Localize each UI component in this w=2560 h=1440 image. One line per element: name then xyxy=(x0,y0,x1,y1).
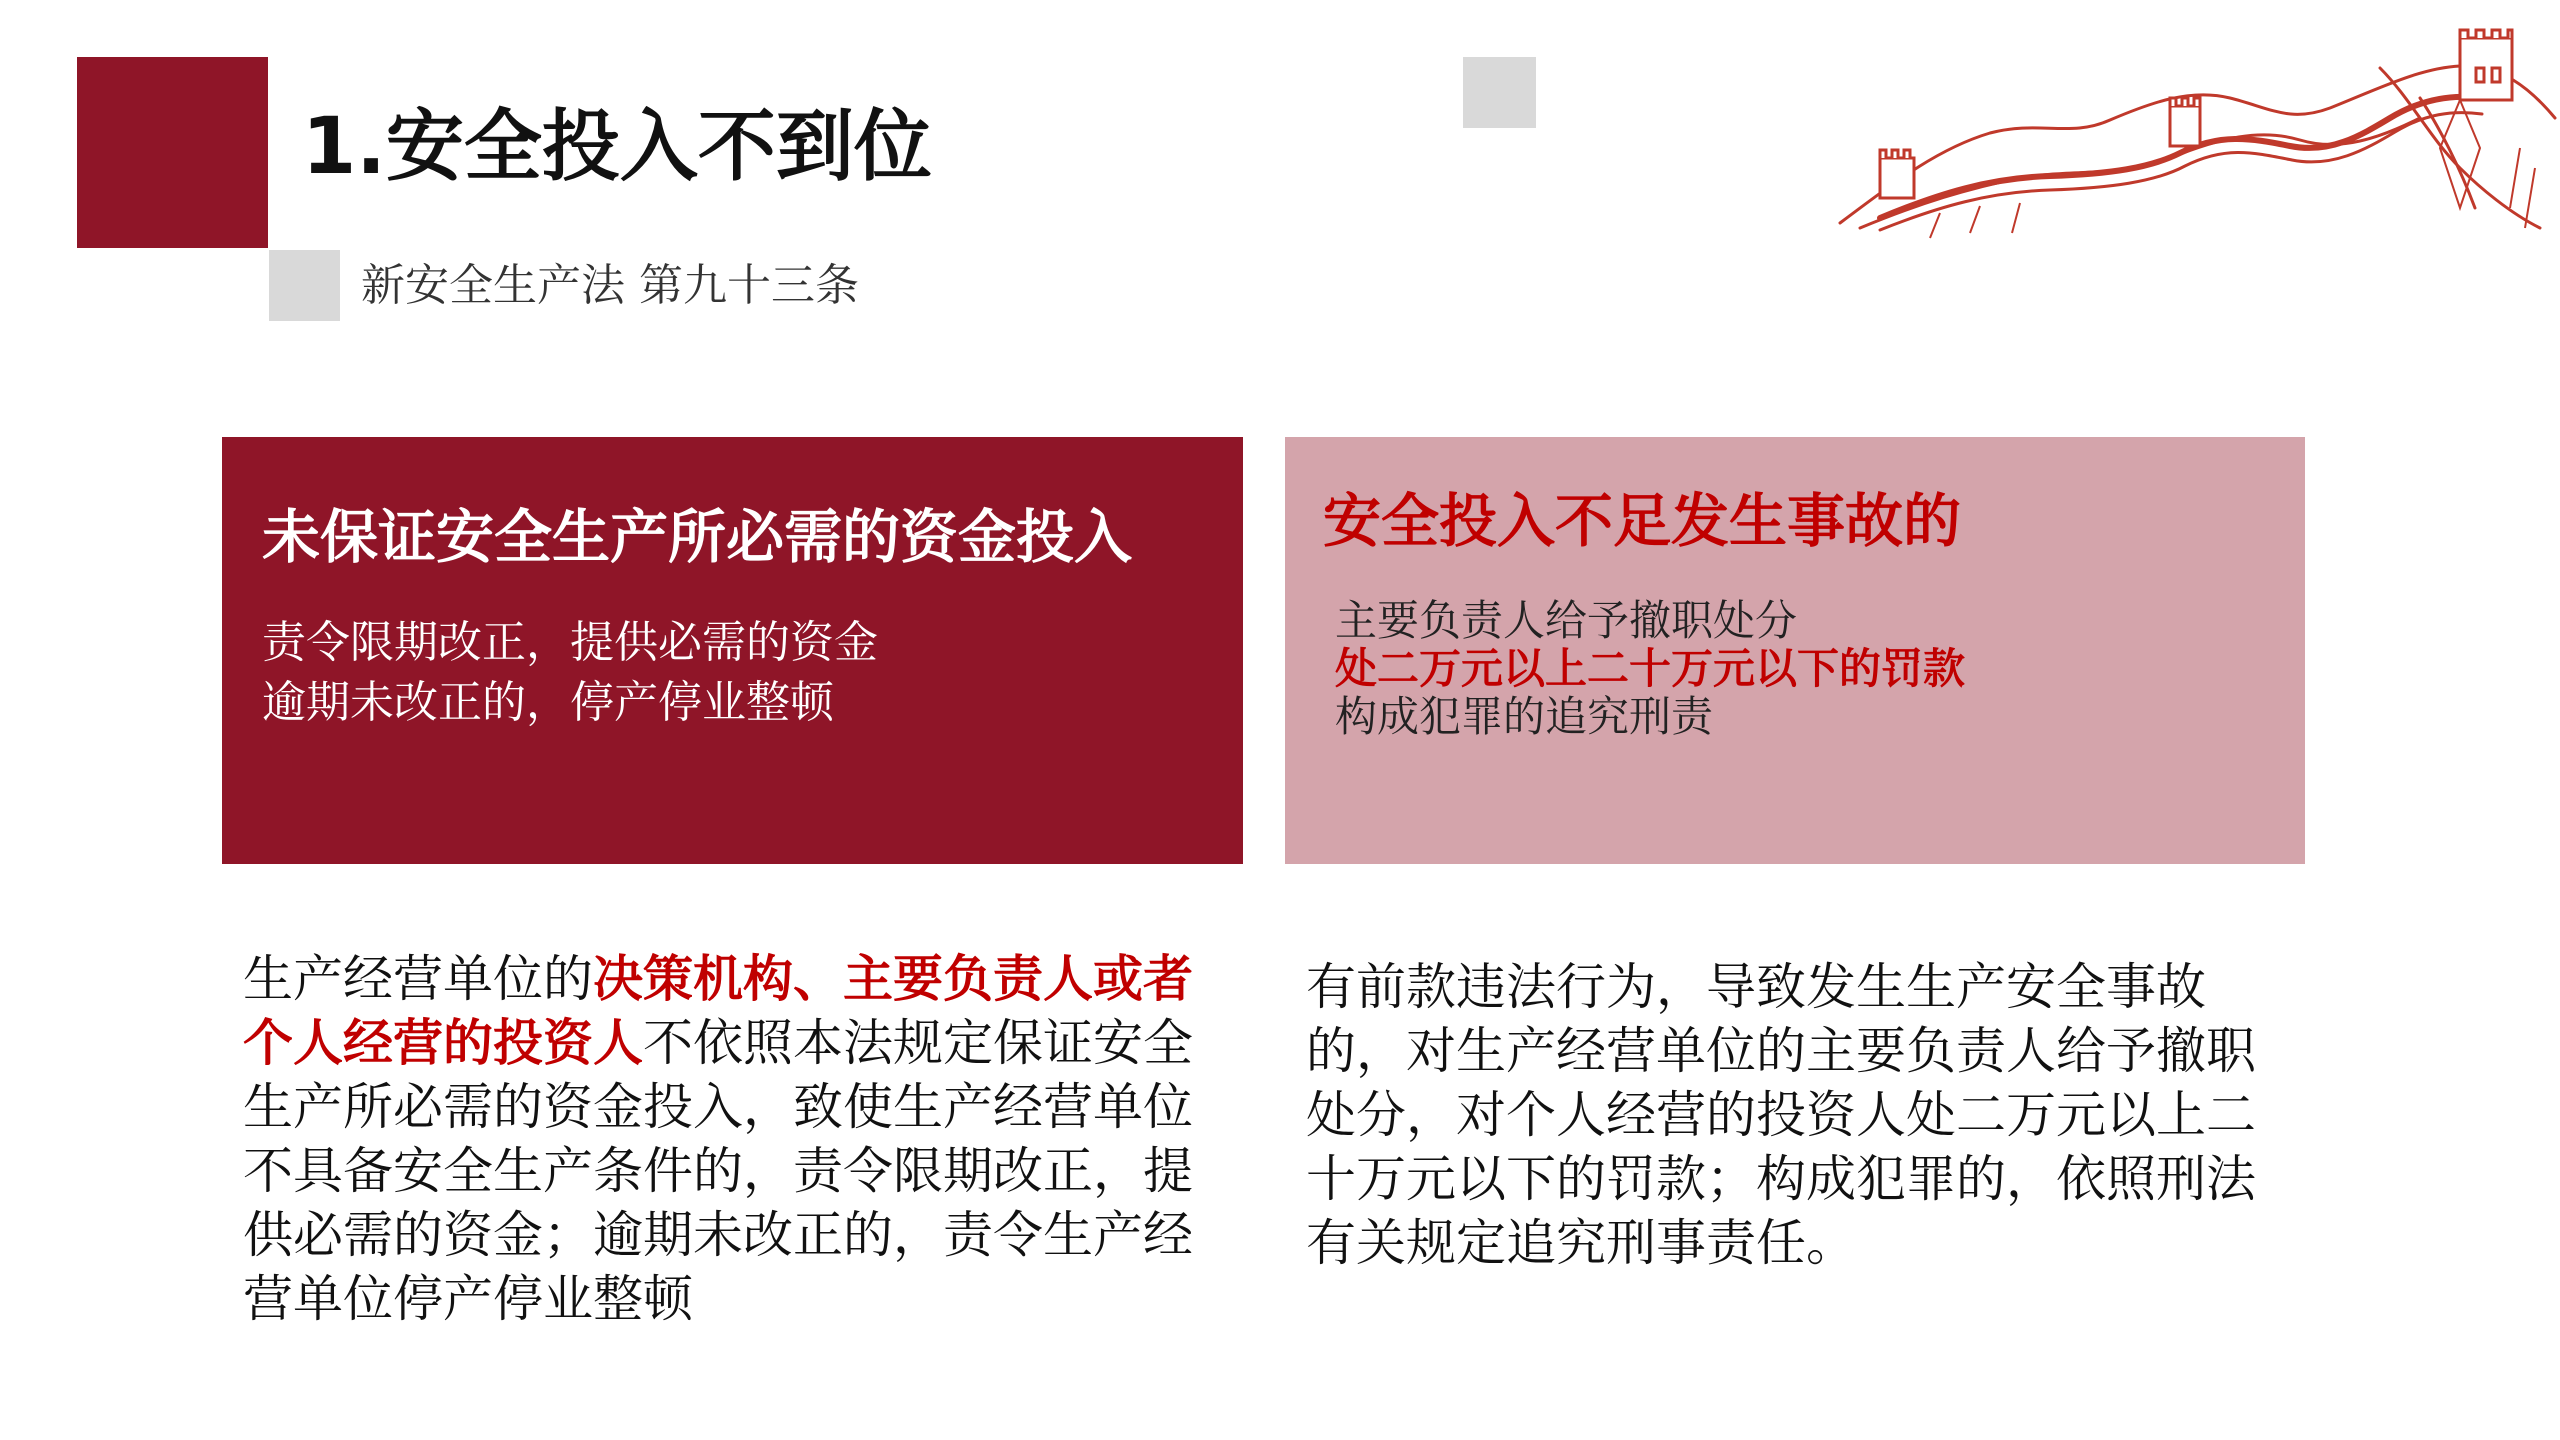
panel-left-heading: 未保证安全生产所必需的资金投入 xyxy=(262,503,1133,571)
page-title: 1.安全投入不到位 xyxy=(302,102,932,192)
penalty-panel-right xyxy=(1285,437,2305,864)
paragraph-left-prefix: 生产经营单位的 xyxy=(243,950,593,1008)
article-paragraph-right: 有前款违法行为，导致发生生产安全事故的，对生产经营单位的主要负责人给予撤职处分，对个人经营的投资人处二万元以上二十万元以下的罚款；构成犯罪的，依照刑法有关规定追究刑事责任。 xyxy=(1306,958,2256,1272)
article-paragraph-left xyxy=(243,947,1223,1331)
great-wall-icon xyxy=(1820,28,2560,243)
panel-left-line: 逾期未改正的，停产停业整顿 xyxy=(262,677,834,728)
accent-red-square xyxy=(77,57,268,248)
accent-gray-square-top xyxy=(1463,57,1536,128)
penalty-panel-left xyxy=(222,437,1243,864)
paragraph-left-suffix: 不依照本法规定保证安全生产所必需的资金投入，致使生产经营单位不具备安全生产条件的，责令限期改正，提供必需的资金；逾期未改正的，责令生产经营单位停产停业整顿 xyxy=(243,1014,1193,1328)
page-subtitle: 新安全生产法 第九十三条 xyxy=(361,260,859,311)
accent-gray-square xyxy=(269,250,340,321)
panel-right-lines xyxy=(1335,597,1965,741)
panel-right-heading: 安全投入不足发生事故的 xyxy=(1323,487,1962,555)
panel-right-line: 构成犯罪的追究刑责 xyxy=(1335,692,1714,741)
panel-right-line-highlight: 处二万元以上二十万元以下的罚款 xyxy=(1335,644,1966,693)
panel-right-line: 主要负责人给予撤职处分 xyxy=(1335,596,1798,645)
panel-left-line: 责令限期改正，提供必需的资金 xyxy=(262,617,878,668)
panel-left-lines xyxy=(262,613,878,733)
paragraph-left-highlight: 决策机构、主要负责人或者个人经营的投资人 xyxy=(243,949,1193,1072)
